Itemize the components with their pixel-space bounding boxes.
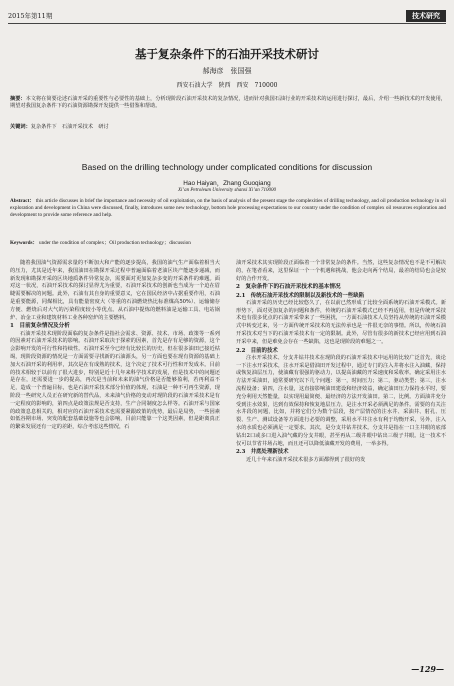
section-1-paragraph: 石油开采技术现阶段面临的复杂条件是指社会需求、资源、技术、市场、政策等一系列的因素对石油开采技术的影响。石油开采取决于探索的因素，首先是存有足够的资源，这个会影响开发的可行性和持续性。石油开采至今已经有比较长的历史，但在很多油田已接近枯竭，现阶段资源的情况是一方面需要寻找新的石油源头，另一方面也要在现有资源的基础上加大石油开采的利用率，其次是在有成熟的技术，这个决定了技术可行性和开发成本。目前的技术相较于以前有了很大进步，特别是近十几年来科学技术的发展，但是技术中的问题还是存在，还需要进一步的提高，再次是当前和未来的油气价格是否能够盈利，若再利益不足，造成一个普遍目标，也是石油开采技术部分价值的体现，石油是一种不可再生资源，现阶段一些研究人员正在研究新的替代品，未来油气价格的变动对现阶段的石油开采技术是有一定程度的影响的，第四点是政策法规是否支持，生产合同制度怎么样等。石油开采与国家的政策息息相关的，相对应的石油开采技术也需要紧跟政策的优势，最后是局势，一些因素如低谷期市场、突发的配套基础设施等也会影响，目前只能靠一个这类因素，但是距离真正的繁荣发展还有一定的差距，综合考虑这些情况，石 xyxy=(10,330,220,431)
subsection-heading-2-1: 2.1 传统石油开采技术的限制以及新技术的一些缺陷 xyxy=(236,292,364,299)
intro-paragraph: 随着我国油气资源需求量的不断加大和产能的逐步提高，我国的油气生产面临着相当大的压力，尤其是近年来，我国油田在勘探开采过程中普遍面临着老油区块产能逐步递减，而新发现和勘探开采的区块地质条件异常复杂，需要面对更加复杂多变的开采条件的难题。面对这一状况，石油开采技术的探讨显得尤为重要，石油开采技术的创新也当成为一个迫在眉睫需要解决的问题。此外，石油有其自身的重要意义，它在国民经济中占据重要作用，石油是重要能源，同煤相比，具有能量密度大（等重的石油燃烧热比标准煤高50%）、运输储存方便、燃烧后对大气的污染程度较小等优点。从石油中提炼的燃料油是运输工具、电站锅炉、冶金工业和建筑材料工业各种窑炉的主要燃料。 xyxy=(10,260,220,321)
abstract-cn xyxy=(10,96,446,110)
subsection-heading-2-3: 2.3 井底处理新技术 xyxy=(236,449,289,456)
abstract-en-label: Abstract： xyxy=(10,198,35,204)
body-column-right xyxy=(236,260,446,464)
keywords-en xyxy=(10,240,446,247)
body-column-left xyxy=(10,260,220,432)
section-heading-2: 2 复杂条件下的石油开采技术的基本情况 xyxy=(236,284,341,291)
header-rule xyxy=(8,23,446,24)
keywords-en-text: under the condition of complex；Oil production technology；discussion xyxy=(38,240,191,246)
continued-paragraph: 油开采技术其实现阶段正面临着一个非常复杂的条件。当然，这些复杂情况也不是不可解决的，在笔者看来，这里保证一个一个机遇和挑战，他会走向两个结局，最差的结局也会是较好的合作开发。 xyxy=(236,260,446,282)
abstract-en-text: this article discusses in brief the importance and necessity of oil exploitation, on the basis of analysis of the present stage the complexities of drilling technology, and oil production technology in oil exploration and development in China were discussed, finally, introduces some new technology, bottom hole processing expectations to our country under the condition of complex oil resources exploration and development to provide some reference and help. xyxy=(10,198,446,218)
running-header xyxy=(8,10,446,22)
keywords-label: 关键词： xyxy=(10,124,31,130)
author-names: 郝海彦 张国强 xyxy=(202,67,252,75)
abstract-text: 本文将在简要论述石油开采的重要性与必要性的基础上，分析现阶段石油开采技术的复杂情况，进而针对我国石油行业的开采技术的运用进行探讨，最后，介绍一些新技术的开发使用，期望对我国复杂条件下的石油资源勘探开发提供一些借鉴和帮助。 xyxy=(10,96,446,109)
section-badge: 技术研究 xyxy=(406,10,446,22)
keywords-cn xyxy=(10,124,446,131)
english-affiliation: Xi’an Petroleum University shanxi Xi’an 710000 xyxy=(178,188,276,193)
keywords-text: 复杂条件下 石油开采技术 研讨 xyxy=(30,124,109,130)
article-title: 基于复杂条件下的石油开采技术研讨 xyxy=(135,47,319,61)
abstract-en xyxy=(10,198,446,219)
subsection-heading-2-2: 2.2 目前的技术 xyxy=(236,347,278,354)
subsection-2-2-paragraph: 注水开采技术、分支井钻井技术在现阶段的石油开采技术中运用的比较广泛首先，谈论一下注水开采技术，注水开采是借油田开发过程中，通过专门的注入井将水注入油藏，保持或恢复油层压力，使油藏有很强的驱动力，以提高油藏的开采速度和采收率。确定采用注水方法开采油田，通常要研究以下几个问题：第一，时间压力；第二，驱动类型；第三，注水流程设备；第四，注水量，这直接影响油田建设和经济效益，确定油田压力保持水平时，要充分利用天然能量，以实现用最简便、最经济的方法开发油田。第二，比例。方面油井充分受到注水效果，达到有效保持和恢复地层压力，是注水开采必须满足的条件。需要的有关注水井段的问题，比如，并将它们分为数个层段，按产层情况的注水井、采油井、射孔、压裂、生产、测试设备等方面进行必要的调整，采用水平井注水有利于均衡开采，另外，注入水的水质也必须满足一定要求。其次，是分支井钻井技术。分支井是指在一口主井眼的底部钻出2口或多口进入油气藏的分支井眼，甚至再从二级井眼中钻出三级子井眼。这一技术不仅可以节省井场占地，而且还可以降低油藏开发的费用，一举多得。 xyxy=(236,354,446,447)
page-number: —129— xyxy=(411,664,444,674)
keywords-en-label: Keywords： xyxy=(10,240,38,246)
english-authors: Hao Haiyan，Zhang Guoqiang xyxy=(183,180,271,187)
issue-label: 2015年第11期 xyxy=(8,12,53,20)
subsection-2-3-paragraph: 近几十年来石油开采技术很多方面都得到了很好的发 xyxy=(246,456,366,463)
section-heading-1: 1 目前复杂情况及分析 xyxy=(10,323,70,330)
affiliation: 西安石油大学 陕西 西安 710000 xyxy=(176,82,278,89)
english-title: Based on the drilling technology under complicated conditions for discussion xyxy=(81,162,373,172)
subsection-2-1-paragraph: 石油开采的历史已经比较悠久了，在以前已然形成了比较全面系统的石油开采模式。新形势下，面对更加复杂的问题和条件，传统的石油开采模式已经不再适用，但是传统开采技术也有很多优点的石油开采带来了一些困扰，一方面石油技术人员坚持从传统的石油开采模式中转变过来，另一方面传统开采技术的无法传承也是一件很无奈的事情。所以，传统石油开采技术对当下的石油开采技术有一定的限制。此外，尽管有很多的新技术已经应用到石油开采中来，但是难免会存在一些缺陷，这也是现阶段的难题之一。 xyxy=(236,299,446,345)
abstract-label: 摘要： xyxy=(10,96,26,102)
